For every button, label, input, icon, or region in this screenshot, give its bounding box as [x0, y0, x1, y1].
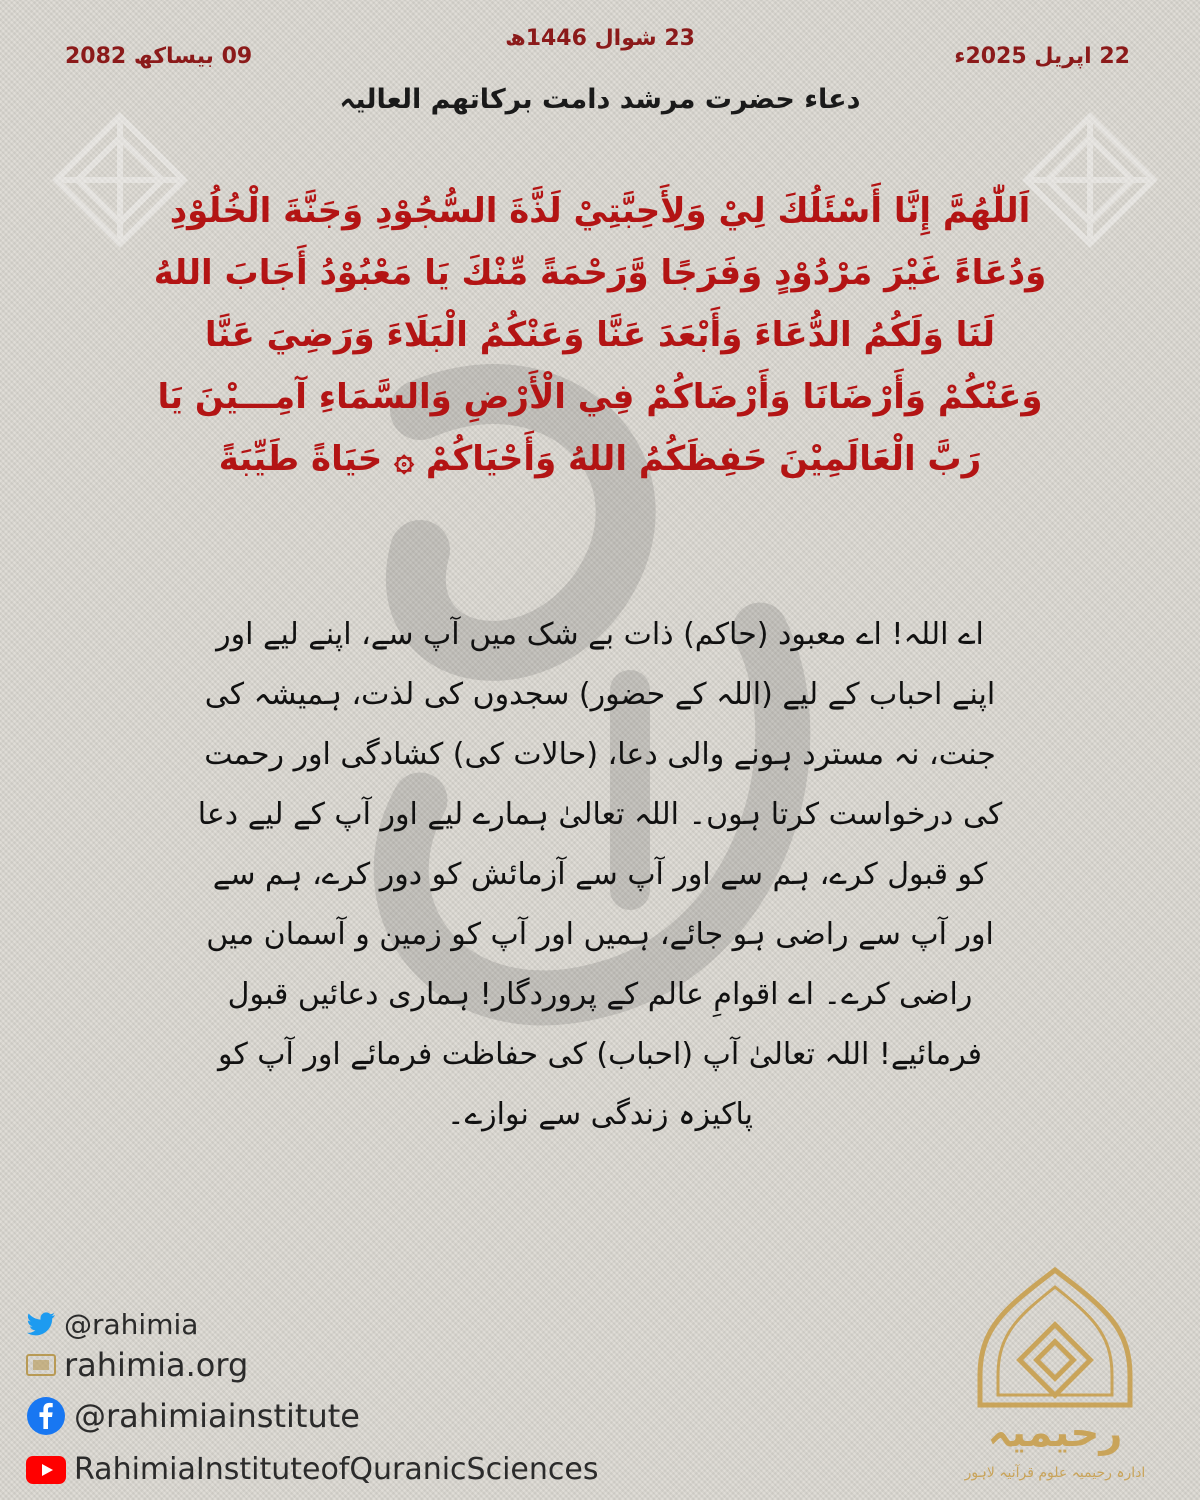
- logo-subtitle: ادارہ رحیمیہ علوم قرآنیہ لاہور: [964, 1465, 1146, 1481]
- youtube-icon: [26, 1456, 66, 1484]
- logo-name: رحیمیہ: [987, 1410, 1123, 1456]
- twitter-handle: @rahimia: [64, 1308, 199, 1341]
- twitter-icon: [26, 1312, 56, 1338]
- date-bikrami: 09 بیساکھ 2082: [65, 44, 253, 69]
- urdu-translation-text: اے اللہ! اے معبود (حاکم) ذات بے شک میں آپ سے، اپنے لیے اور اپنے احباب کے لیے (اللہ کے حضور) سجدوں کی لذت، ہمیشہ کی جنت، نہ مسترد ہونے والی دعا، (حالات کی) کشادگی اور رحمت کی درخواست کرتا ہوں۔ اللہ تعالیٰ ہمارے لیے اور آپ کے لیے دعا کو قبول کرے، ہم سے اور آپ سے آزمائش کو دور کرے، ہم سے اور آپ سے راضی ہو جائے، ہمیں اور آپ کو زمین و آسمان میں راضی کرے۔ اے اقوامِ عالم کے پروردگار! ہماری دعائیں قبول فرمائیے! اللہ تعالیٰ آپ (احباب) کی حفاظت فرمائے اور آپ کو پاکیزہ زندگی سے نوازے۔: [197, 617, 1003, 1132]
- page-title: دعاء حضرت مرشد دامت برکاتھم العالیہ: [339, 84, 861, 115]
- logo-dome-icon: [950, 1265, 1160, 1415]
- social-twitter[interactable]: [26, 1308, 198, 1341]
- social-facebook[interactable]: [26, 1396, 360, 1436]
- youtube-channel: RahimiaInstituteofQuranicSciences: [74, 1452, 599, 1487]
- social-website[interactable]: [26, 1346, 248, 1384]
- arabic-dua-text: اَللّٰهُمَّ إِنَّا أَسْئَلُكَ لِيْ وَلِأَحِبَّتِيْ لَذَّةَ السُّجُوْدِ وَجَنَّةَ الْخُلُوْدِ وَدُعَاءً غَيْرَ مَرْدُوْدٍ وَفَرَجًا وَّرَحْمَةً مِّنْكَ يَا مَعْبُوْدُ أَجَابَ اللهُ لَنَا وَلَكُمُ الدُّعَاءَ وَأَبْعَدَ عَنَّا وَعَنْكُمُ الْبَلَاءَ وَرَضِيَ عَنَّا وَعَنْكُمْ وَأَرْضَانَا وَأَرْضَاكُمْ فِي الْأَرْضِ وَالسَّمَاءِ آمِـــيْنَ يَا رَبَّ الْعَالَمِيْنَ حَفِظَكُمُ اللهُ وَأَحْيَاكُمْ ۞ حَيَاةً طَيِّبَةً: [153, 191, 1047, 479]
- facebook-handle: @rahimiainstitute: [74, 1397, 360, 1435]
- website-icon: [26, 1352, 56, 1378]
- date-gregorian: 22 اپریل 2025ء: [954, 44, 1130, 69]
- date-hijri: 23 شوال 1446ھ: [505, 26, 695, 51]
- rahimia-logo: [950, 1265, 1160, 1495]
- website-url: rahimia.org: [64, 1346, 249, 1384]
- facebook-icon: [26, 1396, 66, 1436]
- social-youtube[interactable]: [26, 1452, 598, 1487]
